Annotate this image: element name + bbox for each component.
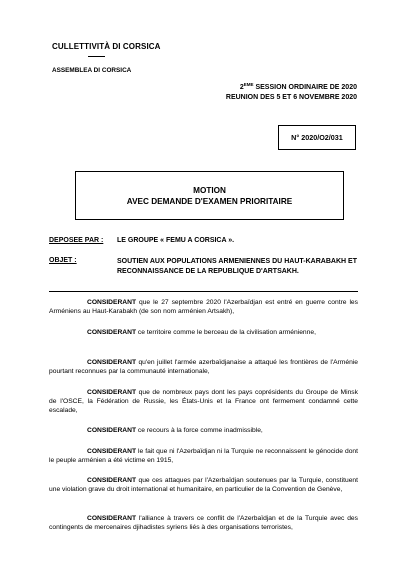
motion-subtitle: AVEC DEMANDE D'EXAMEN PRIORITAIRE	[126, 196, 293, 206]
motion-number-box	[278, 125, 356, 150]
session-ordinal-suffix: EME	[243, 82, 254, 87]
objet-label: OBJET :	[49, 257, 77, 264]
organization-name: CULLETTIVITÀ DI CORSICA	[52, 42, 161, 51]
session-ordinal: 2	[239, 84, 244, 91]
considerant-text: ce territoire comme le berceau de la civilisation arménienne,	[136, 329, 316, 336]
motion-title: MOTION	[193, 185, 226, 195]
considerant-text: qu'en juillet l'armée azerbaïdjanaise a attaqué les frontières de l'Arménie pourtant reconnues par la communauté internationale,	[49, 359, 358, 376]
meeting-line: REUNION DES 5 ET 6 NOVEMBRE 2020	[225, 93, 357, 101]
motion-number: N° 2020/O2/031	[291, 133, 343, 142]
considerant-text: l'alliance à travers ce conflit de l'Azerbaïdjan et de la Turquie avec des contingents de mercenaires djihadistes syriens liés à des organisations terroristes,	[49, 515, 358, 532]
deposee-par-value: LE GROUPE « FEMU A CORSICA ».	[117, 237, 235, 244]
considerant-paragraph	[49, 358, 358, 376]
considerant-text: que ces attaques par l'Azerbaïdjan soutenues par la Turquie, constituent une violation grave du droit international et humanitaire, en particulier de la Convention de Genève,	[49, 477, 358, 494]
considerant-text: ce recours à la force comme inadmissible,	[136, 427, 263, 434]
considerant-keyword: CONSIDERANT	[87, 299, 137, 306]
deposee-par-label: DEPOSEE PAR :	[49, 237, 104, 244]
considerant-text: le fait que ni l'Azerbaïdjan ni la Turquie ne reconnaissent le génocide dont le peuple arménien a été victime en 1915,	[49, 448, 358, 465]
considerant-text: que de nombreux pays dont les pays coprésidents du Groupe de Minsk de l'OSCE, la Fédération de Russie, les États-Unis et la France ont fermement condamné cette escalade,	[49, 389, 358, 415]
considerant-text: que le 27 septembre 2020 l'Azerbaïdjan est entré en guerre contre les Arméniens au Haut-Karabakh (de son nom arménien Artsakh),	[49, 299, 358, 316]
session-info	[226, 83, 357, 102]
assembly-name: ASSEMBLEA DI CORSICA	[52, 67, 132, 74]
section-divider	[49, 291, 358, 292]
considerant-keyword: CONSIDERANT	[87, 427, 137, 434]
considerant-keyword: CONSIDERANT	[87, 477, 137, 484]
organization-divider	[88, 56, 105, 57]
considerant-keyword: CONSIDERANT	[87, 359, 137, 366]
considerant-keyword: CONSIDERANT	[87, 389, 137, 396]
considerant-paragraph	[49, 298, 358, 316]
considerant-paragraph	[49, 388, 358, 416]
considerant-keyword: CONSIDERANT	[87, 448, 137, 455]
considerant-keyword: CONSIDERANT	[87, 329, 137, 336]
considerant-keyword: CONSIDERANT	[87, 515, 137, 522]
session-text: SESSION ORDINAIRE DE 2020	[253, 84, 357, 91]
considerant-paragraph	[49, 514, 358, 532]
session-line	[226, 83, 357, 93]
considerant-paragraph	[49, 447, 358, 465]
objet-value: SOUTIEN AUX POPULATIONS ARMENIENNES DU HAUT-KARABAKH ET RECONNAISSANCE DE LA REPUBLIQUE D'ARTSAKH.	[117, 258, 357, 275]
considerant-paragraph	[49, 426, 358, 435]
considerant-paragraph	[49, 328, 358, 337]
motion-title-box	[75, 171, 344, 220]
considerant-paragraph	[49, 476, 358, 494]
